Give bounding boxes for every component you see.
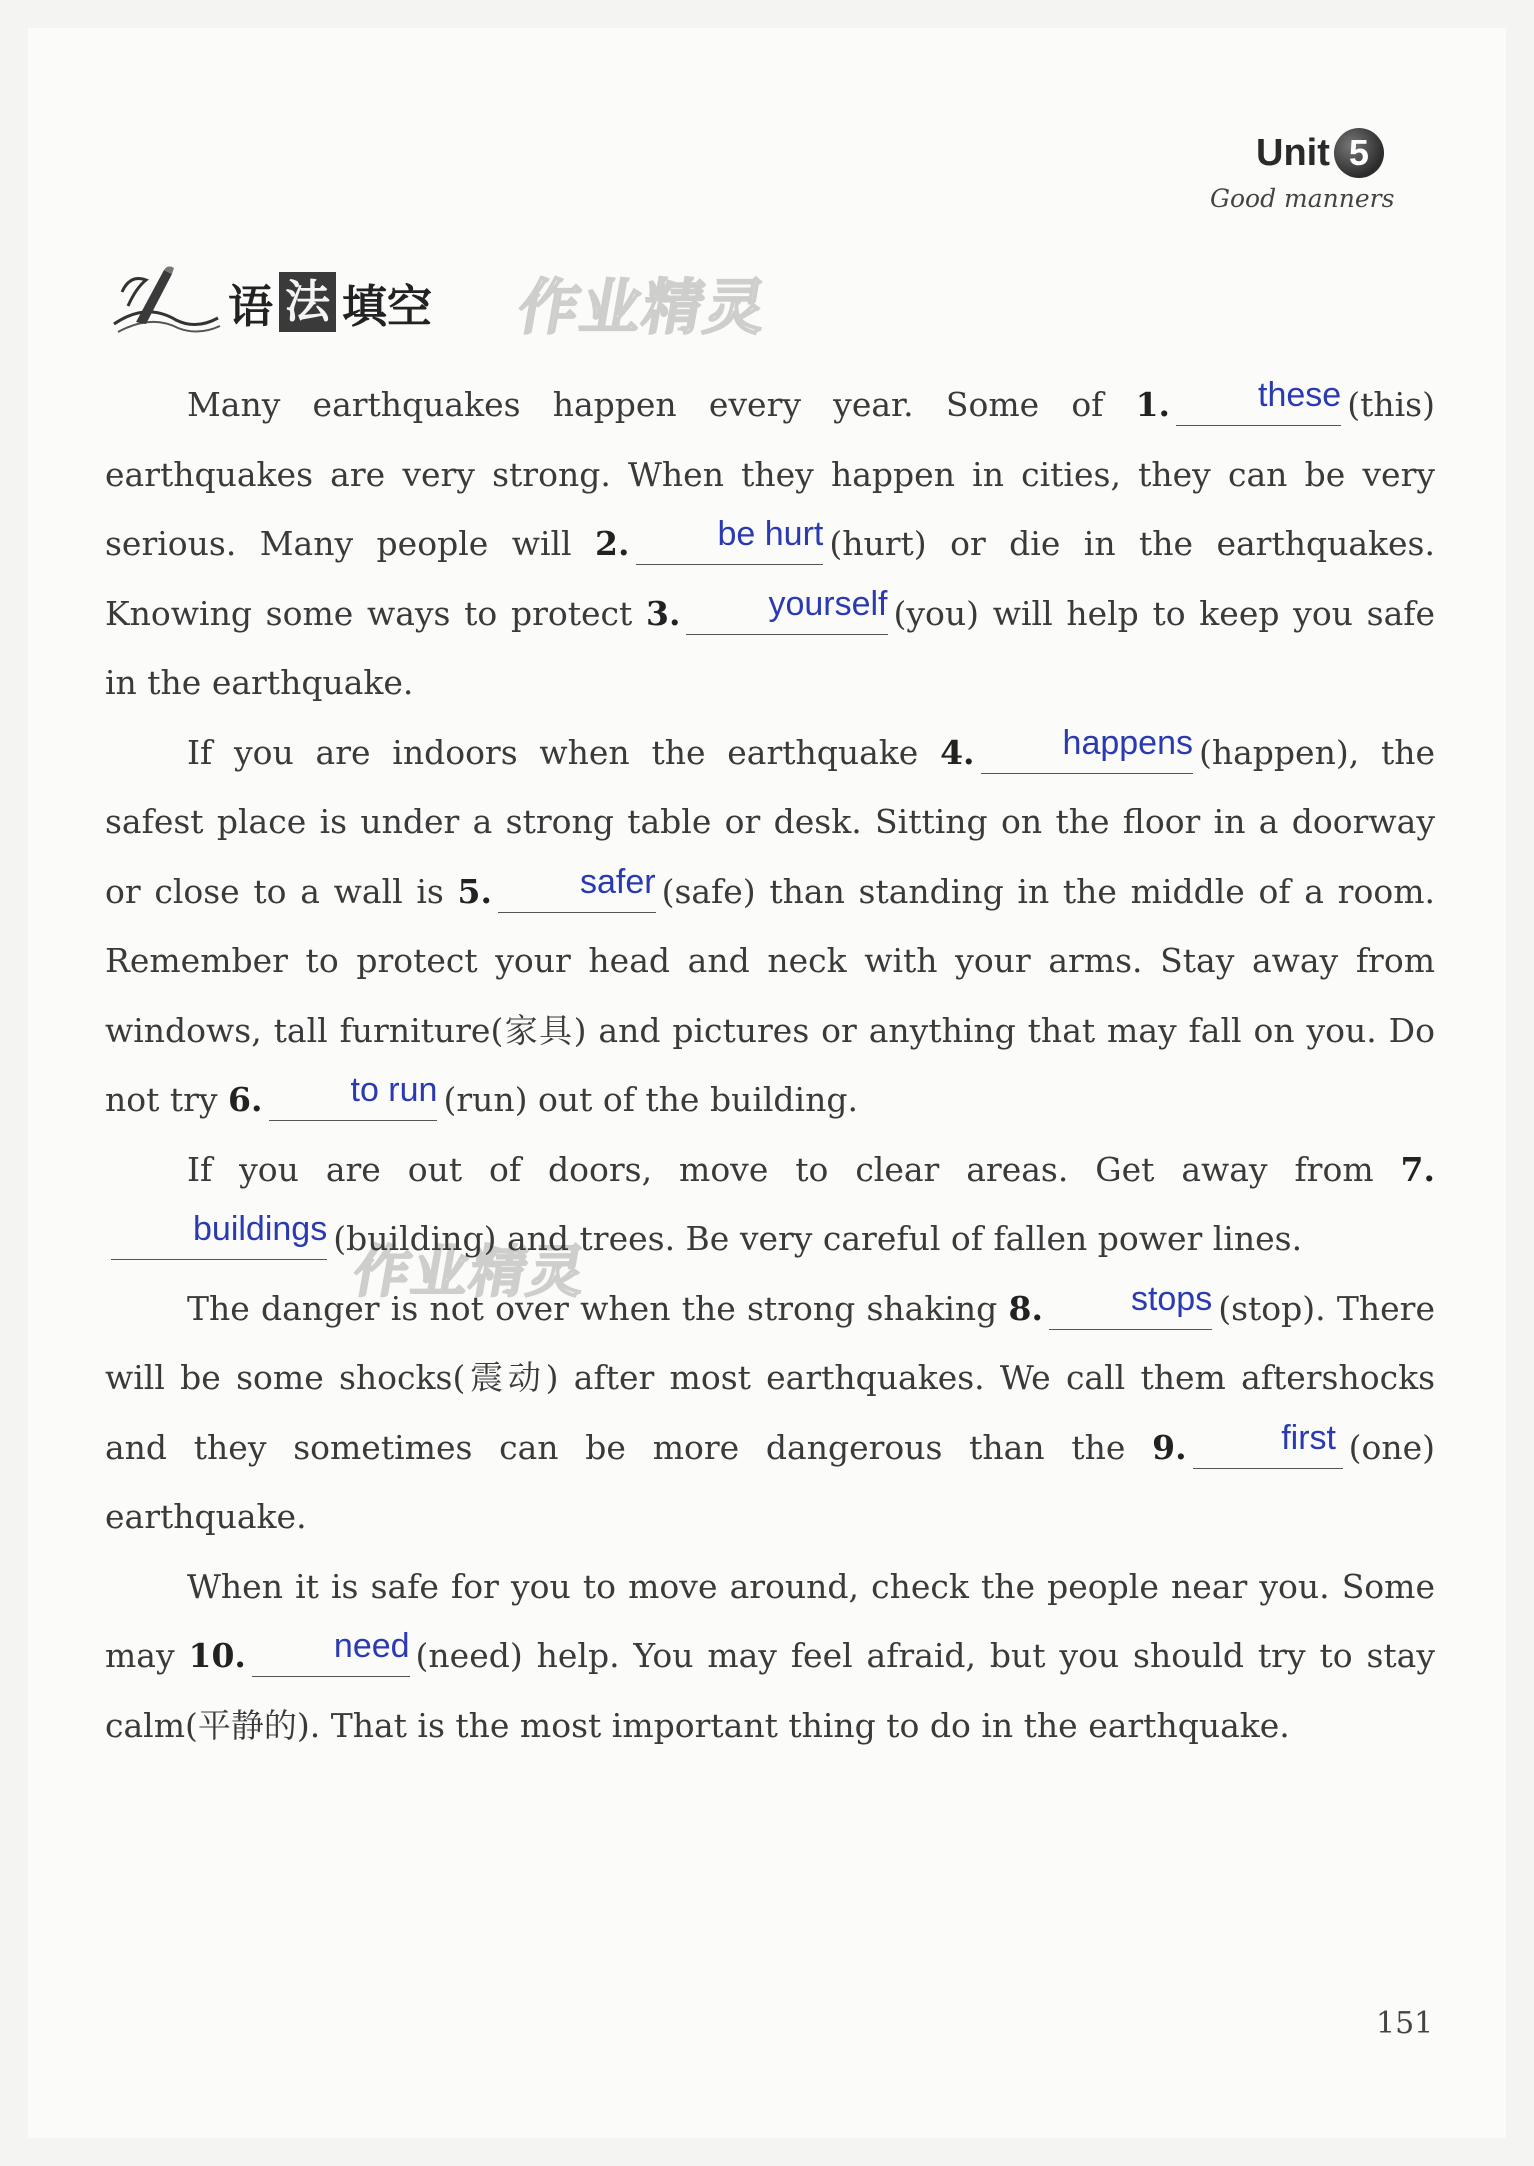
answer-blank-4[interactable]: happens (981, 733, 1193, 774)
unit-label: Unit (1256, 131, 1330, 174)
section-heading (106, 262, 432, 342)
paragraph-1: Many earthquakes happen every year. Some of 1. these (this) earthquakes are very strong. When they happen in cities, they can be very serious. Many people will 2. be hurt (hurt) or die in the earthquakes. Knowing some ways to protect 3. yourself (you) will help to keep you safe in the earthquake. (105, 376, 1435, 702)
watermark: 作业精灵 (348, 1240, 592, 1305)
page-number: 151 (1376, 2006, 1434, 2041)
answer-blank-7[interactable]: buildings (111, 1219, 327, 1260)
answer-blank-9[interactable]: first (1193, 1428, 1343, 1469)
paragraph-2: If you are indoors when the earthquake 4. happens (happen), the safest place is under a strong table or desk. Sitting on the floor in a doorway or close to a wall is 5. safer (safe) than standing in the middle of a room. Remember to protect your head and neck with your arms. Stay away from windows, tall furniture(家具) and pictures or anything that may fall on you. Do not try 6. to run (run) out of the building. (105, 723, 1435, 1119)
paragraph-4: The danger is not over when the strong shaking 8. stops (stop). There will be some shocks(震动) after most earthquakes. We call them aftershocks and they sometimes can be more dangerous than the 9. first (one) earthquake. (105, 1279, 1435, 1536)
answer-blank-1[interactable]: these (1176, 385, 1341, 426)
paragraph-5: When it is safe for you to move around, check the people near you. Some may 10. need (need) help. You may feel afraid, but you should try to stay calm(平静的). That is the most important thing to do in the earthquake. (105, 1566, 1435, 1745)
pen-book-icon (106, 262, 226, 342)
answer-blank-5[interactable]: safer (498, 872, 656, 913)
unit-subtitle: Good manners (1210, 184, 1395, 213)
section-title-boxed: 法 (279, 272, 336, 332)
answer-blank-2[interactable]: be hurt (636, 524, 824, 565)
answer-blank-6[interactable]: to run (269, 1080, 438, 1121)
section-title: 语 法 填空 (228, 270, 432, 335)
answer-blank-3[interactable]: yourself (686, 594, 887, 635)
unit-badge (1256, 128, 1384, 178)
answer-blank-10[interactable]: need (252, 1636, 410, 1677)
paragraph-3: If you are out of doors, move to clear areas. Get away from 7.buildings (building) and trees. Be very careful of fallen power lines. (105, 1135, 1435, 1274)
unit-number: 5 (1334, 128, 1384, 178)
answer-blank-8[interactable]: stops (1049, 1289, 1212, 1330)
passage (105, 370, 1435, 1760)
watermark: 作业精灵 (512, 273, 774, 343)
